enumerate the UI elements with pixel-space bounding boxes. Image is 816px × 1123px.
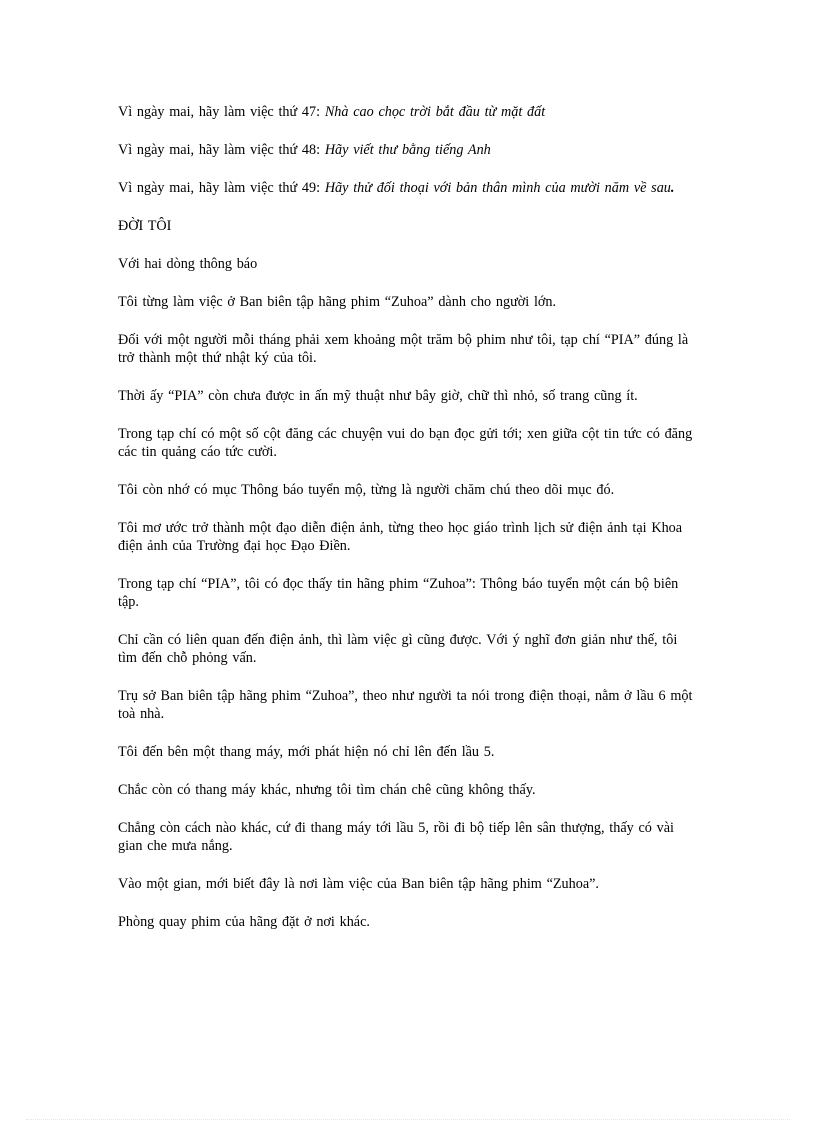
paragraph: Phòng quay phim của hãng đặt ở nơi khác. xyxy=(118,914,370,930)
paragraph: Thời ấy “PIA” còn chưa được in ấn mỹ thuật như bây giờ, chữ thì nhỏ, số trang cũng ít. xyxy=(118,388,638,404)
paragraph xyxy=(118,179,698,197)
paragraph: Tôi mơ ước trở thành một đạo diễn điện ảnh, từng theo học giáo trình lịch sử điện ảnh tại Khoa điện ảnh của Trường đại học Đạo Điền. xyxy=(118,520,683,554)
paragraph: Chẳng còn cách nào khác, cứ đi thang máy tới lầu 5, rồi đi bộ tiếp lên sân thượng, thấy có vài gian che mưa nắng. xyxy=(118,820,674,854)
paragraph xyxy=(118,103,698,121)
paragraph: Trụ sở Ban biên tập hãng phim “Zuhoa”, theo như người ta nói trong điện thoại, nằm ở lầu 6 một toà nhà. xyxy=(118,688,693,722)
paragraph: Trong tạp chí có một số cột đăng các chuyện vui do bạn đọc gửi tới; xen giữa cột tin tức có đăng các tin quảng cáo tức cười. xyxy=(118,426,693,460)
paragraph: Chắc còn có thang máy khác, nhưng tôi tìm chán chê cũng không thấy. xyxy=(118,782,536,798)
paragraph: Tôi từng làm việc ở Ban biên tập hãng phim “Zuhoa” dành cho người lớn. xyxy=(118,294,557,310)
paragraph-italic-text: Hãy thử đối thoại với bản thân mình của mười năm về sau xyxy=(324,180,671,196)
paragraph-text: Vì ngày mai, hãy làm việc thứ 48: xyxy=(118,142,325,158)
page-bottom-divider xyxy=(26,1119,790,1120)
section-heading: ĐỜI TÔI xyxy=(118,218,172,234)
paragraph: Tôi còn nhớ có mục Thông báo tuyển mộ, từng là người chăm chú theo dõi mục đó. xyxy=(118,482,615,498)
document-body xyxy=(118,103,698,951)
paragraph: Tôi đến bên một thang máy, mới phát hiện nó chỉ lên đến lầu 5. xyxy=(118,744,495,760)
paragraph-italic-text: Nhà cao chọc trời bắt đầu từ mặt đất xyxy=(324,104,546,120)
paragraph: Trong tạp chí “PIA”, tôi có đọc thấy tin hãng phim “Zuhoa”: Thông báo tuyển một cán bộ biên tập. xyxy=(118,576,679,610)
paragraph: Đối với một người mỗi tháng phải xem khoảng một trăm bộ phim như tôi, tạp chí “PIA” đúng là trở thành một thứ nhật ký của tôi. xyxy=(118,332,689,366)
paragraph: Chỉ cần có liên quan đến điện ảnh, thì làm việc gì cũng được. Với ý nghĩ đơn giản như thế, tôi tìm đến chỗ phỏng vấn. xyxy=(118,632,678,666)
paragraph-tail-text: . xyxy=(670,180,675,196)
section-subheading: Với hai dòng thông báo xyxy=(118,256,258,272)
paragraph: Vào một gian, mới biết đây là nơi làm việc của Ban biên tập hãng phim “Zuhoa”. xyxy=(118,876,599,892)
paragraph-text: Vì ngày mai, hãy làm việc thứ 49: xyxy=(118,180,325,196)
paragraph-italic-text: Hãy viết thư bằng tiếng Anh xyxy=(324,142,491,158)
paragraph-text: Vì ngày mai, hãy làm việc thứ 47: xyxy=(118,104,325,120)
paragraph xyxy=(118,141,698,159)
